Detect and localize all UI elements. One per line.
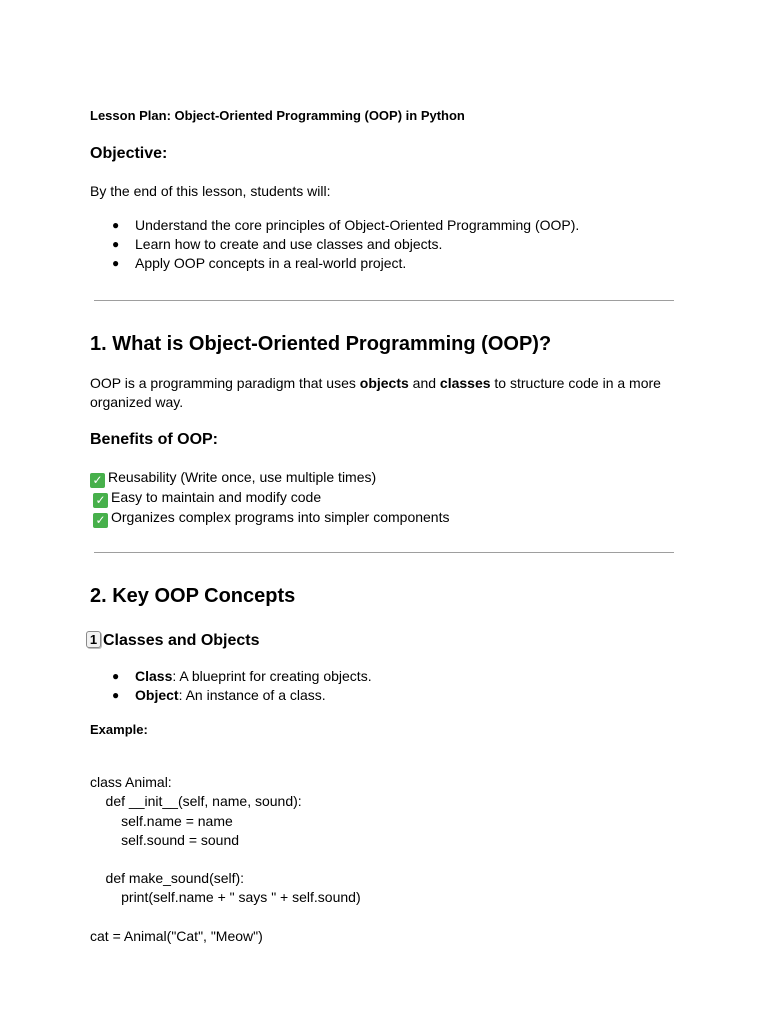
bold-term-objects: objects [359, 375, 409, 391]
code-line: print(self.name + " says " + self.sound) [90, 889, 361, 906]
list-item [90, 468, 449, 488]
benefit-text: Reusability (Write once, use multiple times) [108, 469, 377, 485]
paragraph-text: to structure code in a more organized way. [90, 375, 661, 410]
code-line: class Animal: [90, 774, 172, 791]
code-line: def __init__(self, name, sound): [90, 793, 302, 810]
subheading-text: Classes and Objects [103, 632, 260, 649]
objective-heading: Objective: [90, 145, 168, 162]
example-label: Example: [90, 722, 148, 737]
bullet-icon: ● [112, 237, 120, 251]
section1-heading: 1. What is Object-Oriented Programming (OOP)? [90, 333, 552, 355]
code-line: self.sound = sound [90, 831, 240, 848]
list-item [90, 686, 372, 705]
keycap-one-icon: 1 [86, 631, 101, 648]
code-example [90, 754, 361, 984]
paragraph-text: and [408, 375, 440, 391]
code-line [90, 908, 361, 927]
benefit-text: Organizes complex programs into simpler components [111, 509, 450, 525]
list-item [90, 667, 372, 686]
classes-objects-heading [86, 631, 260, 650]
list-item-text: Apply OOP concepts in a real-world project. [135, 255, 407, 271]
list-item [90, 488, 449, 508]
bullet-icon: ● [112, 669, 120, 683]
bullet-icon: ● [112, 218, 120, 232]
list-item-text: Learn how to create and use classes and objects. [135, 236, 443, 252]
code-line: self.name = name [90, 812, 233, 829]
objective-list [90, 216, 579, 273]
benefits-heading: Benefits of OOP: [90, 431, 219, 448]
document-title: Lesson Plan: Object-Oriented Programming (OOP) in Python [90, 108, 465, 123]
list-item [90, 254, 579, 273]
horizontal-rule [94, 552, 674, 553]
check-mark-icon: ✓ [93, 493, 108, 508]
check-mark-icon: ✓ [90, 473, 105, 488]
list-item [90, 235, 579, 254]
definition-text: : An instance of a class. [178, 687, 326, 703]
definition-text: : A blueprint for creating objects. [172, 668, 372, 684]
check-mark-icon: ✓ [93, 513, 108, 528]
definition-term: Object [135, 687, 179, 703]
code-line: cat = Animal("Cat", "Meow") [90, 927, 263, 944]
bold-term-classes: classes [439, 375, 491, 391]
list-item-text: Understand the core principles of Object-Oriented Programming (OOP). [135, 217, 580, 233]
objective-intro: By the end of this lesson, students will: [90, 183, 331, 199]
paragraph-text: OOP is a programming paradigm that uses [90, 375, 360, 391]
benefit-text: Easy to maintain and modify code [111, 489, 322, 505]
list-item [90, 508, 449, 528]
code-line: def make_sound(self): [90, 870, 245, 887]
list-item [90, 216, 579, 235]
bullet-icon: ● [112, 256, 120, 270]
section2-heading: 2. Key OOP Concepts [90, 585, 296, 607]
code-line [90, 850, 361, 869]
section1-paragraph [90, 374, 670, 412]
definition-term: Class [135, 668, 173, 684]
bullet-icon: ● [112, 688, 120, 702]
benefits-list [90, 468, 449, 528]
definitions-list [90, 667, 372, 705]
horizontal-rule [94, 300, 674, 301]
